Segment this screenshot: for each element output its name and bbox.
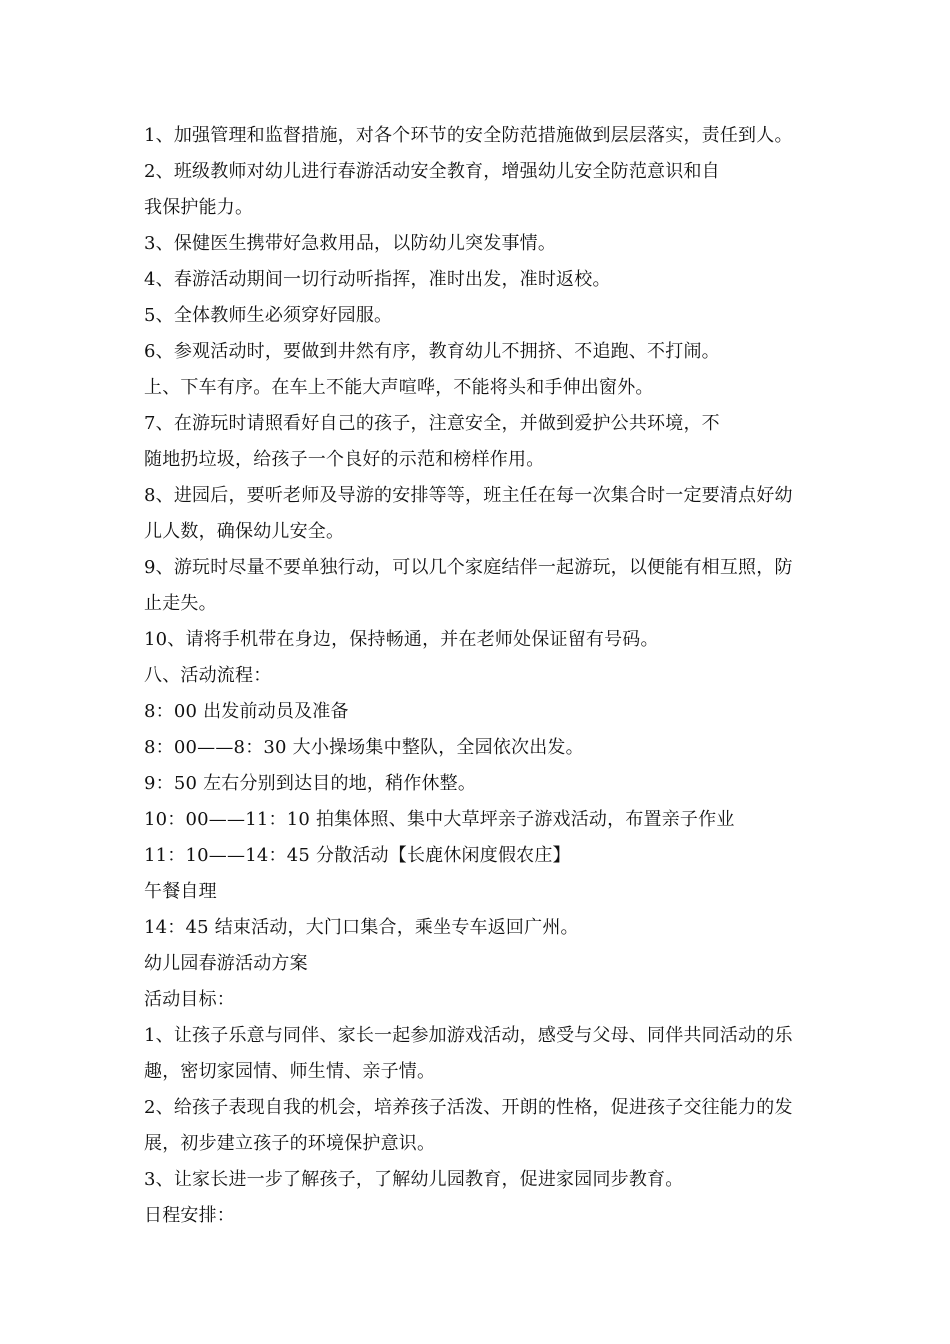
schedule-item: 11：10——14：45 分散活动【长鹿休闲度假农庄】: [144, 845, 571, 866]
document-body: [144, 118, 814, 1234]
text-line: 9、游玩时尽量不要单独行动，可以几个家庭结伴一起游玩，以便能有相互照，防: [144, 557, 793, 578]
schedule-item: 9：50 左右分别到达目的地，稍作休整。: [144, 773, 477, 794]
text-line: 趣，密切家园情、师生情、亲子情。: [144, 1061, 436, 1082]
text-line: 4、春游活动期间一切行动听指挥，准时出发，准时返校。: [144, 269, 611, 290]
text-line: 5、全体教师生必须穿好园服。: [144, 305, 393, 326]
schedule-item: 14：45 结束活动，大门口集合，乘坐专车返回广州。: [144, 917, 579, 938]
schedule-item: 午餐自理: [144, 881, 217, 902]
section-heading: 八、活动流程：: [144, 665, 272, 686]
schedule-item: 8：00——8：30 大小操场集中整队，全园依次出发。: [144, 737, 584, 758]
text-line: 6、参观活动时，要做到井然有序，教育幼儿不拥挤、不追跑、不打闹。: [144, 341, 720, 362]
text-line: 随地扔垃圾，给孩子一个良好的示范和榜样作用。: [144, 449, 545, 470]
text-line: 2、给孩子表现自我的机会，培养孩子活泼、开朗的性格，促进孩子交往能力的发: [144, 1097, 793, 1118]
text-line: 1、让孩子乐意与同伴、家长一起参加游戏活动，感受与父母、同伴共同活动的乐: [144, 1025, 793, 1046]
text-line: 3、让家长进一步了解孩子，了解幼儿园教育，促进家园同步教育。: [144, 1169, 684, 1190]
schedule-item: 10：00——11：10 拍集体照、集中大草坪亲子游戏活动，布置亲子作业: [144, 809, 735, 830]
text-line: 展，初步建立孩子的环境保护意识。: [144, 1133, 436, 1154]
text-line: 上、下车有序。在车上不能大声喧哗，不能将头和手伸出窗外。: [144, 377, 654, 398]
text-line: 2、班级教师对幼儿进行春游活动安全教育，增强幼儿安全防范意识和自: [144, 161, 720, 182]
plan-title: 幼儿园春游活动方案: [144, 953, 308, 974]
text-line: 8、进园后，要听老师及导游的安排等等，班主任在每一次集合时一定要清点好幼: [144, 485, 793, 506]
text-line: 7、在游玩时请照看好自己的孩子，注意安全，并做到爱护公共环境，不: [144, 413, 720, 434]
text-line: 儿人数，确保幼儿安全。: [144, 521, 345, 542]
text-line: 我保护能力。: [144, 197, 254, 218]
text-line: 止走失。: [144, 593, 217, 614]
schedule-item: 8：00 出发前动员及准备: [144, 701, 349, 722]
section-heading: 日程安排：: [144, 1205, 235, 1226]
text-line: 3、保健医生携带好急救用品，以防幼儿突发事情。: [144, 233, 557, 254]
section-heading: 活动目标：: [144, 989, 235, 1010]
text-line: 1、加强管理和监督措施，对各个环节的安全防范措施做到层层落实，责任到人。: [144, 125, 793, 146]
text-line: 10、请将手机带在身边，保持畅通，并在老师处保证留有号码。: [144, 629, 659, 650]
